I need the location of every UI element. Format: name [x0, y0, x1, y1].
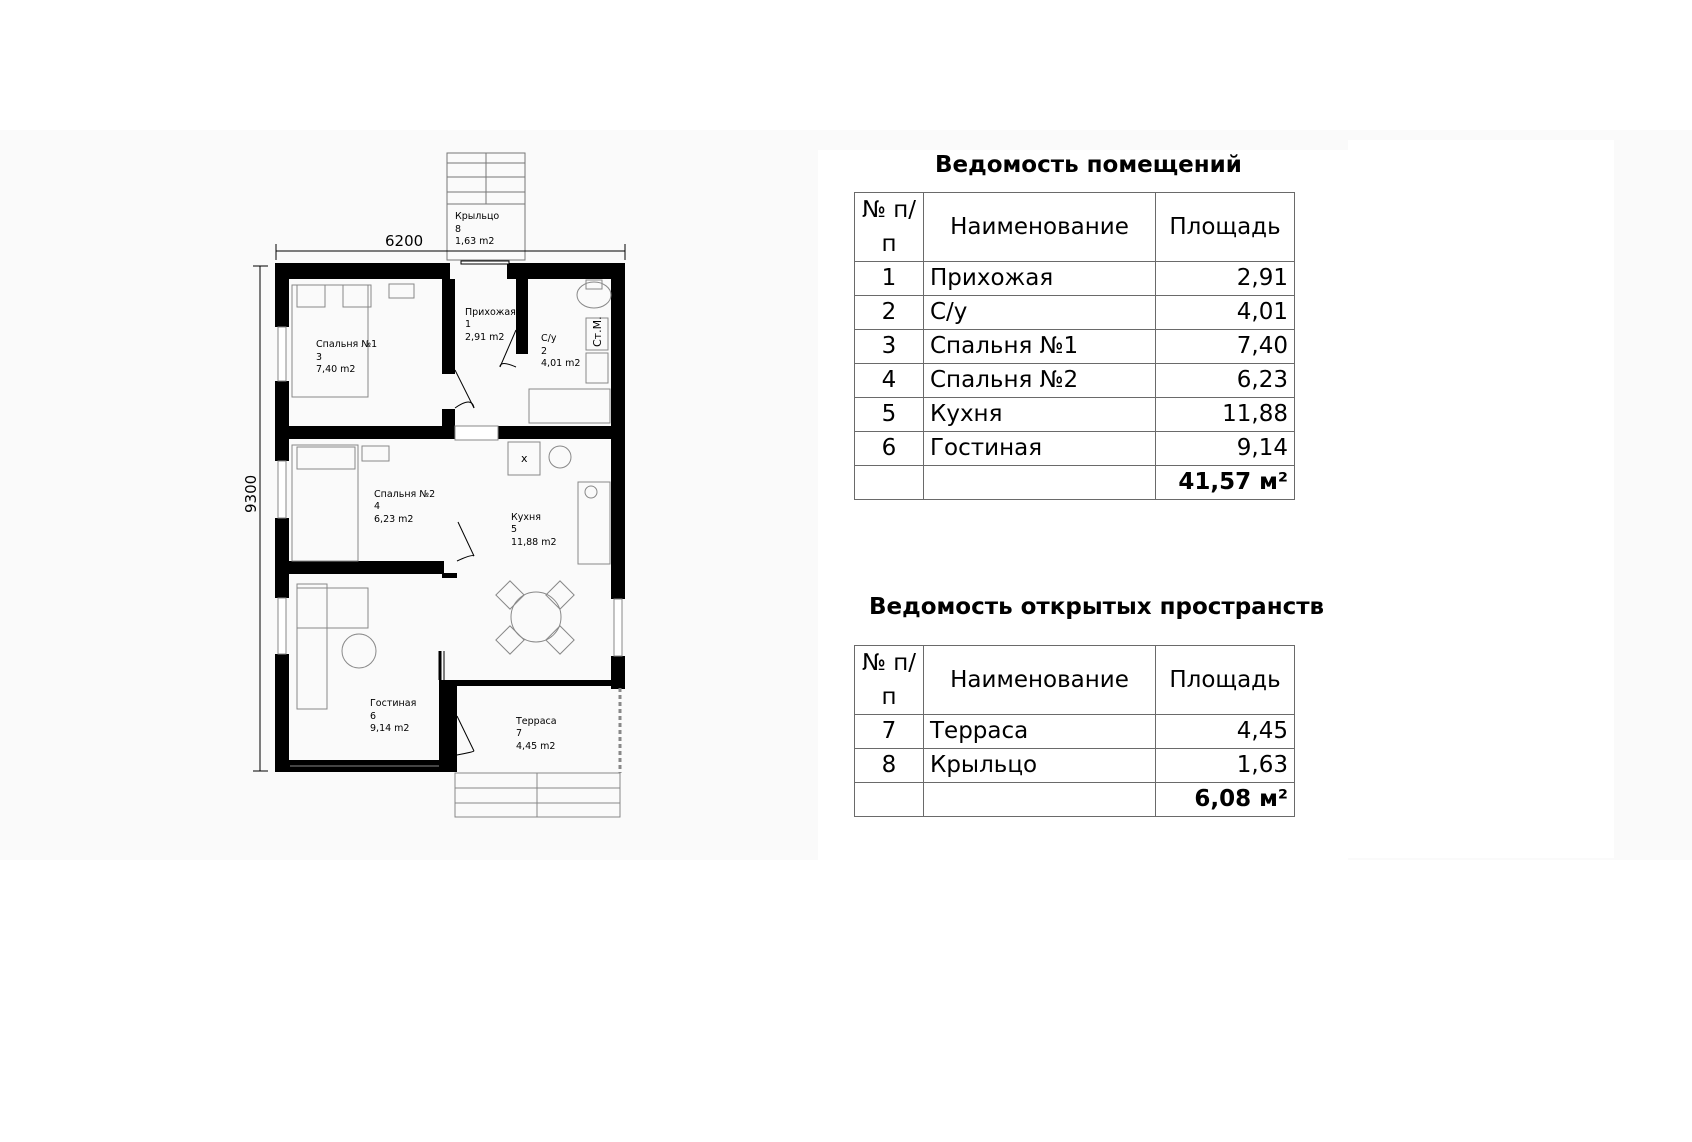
- row-area: 9,14: [1156, 432, 1295, 466]
- open-spaces-schedule-table: [854, 645, 1295, 817]
- svg-text:9,14 m2: 9,14 m2: [370, 723, 410, 734]
- stove-mark: x: [521, 452, 528, 465]
- row-area: 7,40: [1156, 330, 1295, 364]
- svg-text:7,40 m2: 7,40 m2: [316, 364, 356, 375]
- room-label-terrace: [515, 716, 557, 752]
- row-name: Прихожая: [924, 262, 1156, 296]
- row-area: 2,91: [1156, 262, 1295, 296]
- room-label-hall: [465, 307, 516, 343]
- svg-text:6: 6: [370, 711, 377, 722]
- svg-text:Кухня: Кухня: [511, 512, 541, 523]
- row-area: 4,01: [1156, 296, 1295, 330]
- svg-text:2,91 m2: 2,91 m2: [465, 332, 505, 343]
- table-row: [855, 715, 1295, 749]
- row-area: 11,88: [1156, 398, 1295, 432]
- row-number: 3: [855, 330, 924, 364]
- row-number: 7: [855, 715, 924, 749]
- row-number: 2: [855, 296, 924, 330]
- room-label-bedroom-2: [374, 489, 435, 525]
- svg-text:Крыльцо: Крыльцо: [455, 211, 500, 222]
- room-label-bathroom: [541, 333, 580, 369]
- svg-text:8: 8: [455, 224, 462, 235]
- table-row: [855, 398, 1295, 432]
- open-spaces-total: 6,08 м²: [1156, 783, 1295, 817]
- header-area: Площадь: [1156, 193, 1295, 262]
- row-area: 1,63: [1156, 749, 1295, 783]
- row-name: Крыльцо: [924, 749, 1156, 783]
- room-label-kitchen: [511, 512, 557, 548]
- row-name: Кухня: [924, 398, 1156, 432]
- table-row: [855, 364, 1295, 398]
- table-header-row: [855, 646, 1295, 715]
- header-area: Площадь: [1156, 646, 1295, 715]
- svg-text:2: 2: [541, 346, 548, 357]
- svg-text:1: 1: [465, 319, 472, 330]
- svg-text:Гостиная: Гостиная: [370, 698, 417, 709]
- row-number: 8: [855, 749, 924, 783]
- svg-text:С/у: С/у: [541, 333, 557, 344]
- row-number: 4: [855, 364, 924, 398]
- svg-text:6,23 m2: 6,23 m2: [374, 514, 414, 525]
- dimension-height: 9300: [242, 474, 260, 513]
- table-row: [855, 262, 1295, 296]
- row-name: Терраса: [924, 715, 1156, 749]
- row-area: 4,45: [1156, 715, 1295, 749]
- rooms-schedule-title: Ведомость помещений: [935, 152, 1242, 178]
- svg-text:4,01 m2: 4,01 m2: [541, 358, 581, 369]
- table-row: [855, 432, 1295, 466]
- svg-text:4,45 m2: 4,45 m2: [516, 741, 556, 752]
- row-number: 6: [855, 432, 924, 466]
- open-spaces-schedule-title: Ведомость открытых пространств: [869, 594, 1325, 620]
- svg-text:1,63 m2: 1,63 m2: [455, 236, 495, 247]
- header-no: № п/п: [855, 193, 924, 262]
- total-row: [855, 466, 1295, 500]
- table-header-row: [855, 193, 1295, 262]
- header-name: Наименование: [924, 193, 1156, 262]
- svg-text:Спальня №1: Спальня №1: [316, 339, 378, 350]
- row-area: 6,23: [1156, 364, 1295, 398]
- row-number: 1: [855, 262, 924, 296]
- svg-text:7: 7: [516, 728, 523, 739]
- room-label-porch: [455, 211, 499, 247]
- room-label-living-room: [370, 698, 416, 734]
- header-no: № п/п: [855, 646, 924, 715]
- svg-text:3: 3: [316, 352, 323, 363]
- rooms-schedule-table: [854, 192, 1295, 500]
- svg-text:Терраса: Терраса: [516, 716, 557, 727]
- table-row: [855, 330, 1295, 364]
- row-name: Спальня №1: [924, 330, 1156, 364]
- svg-text:4: 4: [374, 501, 381, 512]
- total-row: [855, 783, 1295, 817]
- svg-text:Прихожая: Прихожая: [465, 307, 516, 318]
- svg-text:11,88 m2: 11,88 m2: [511, 537, 557, 548]
- header-name: Наименование: [924, 646, 1156, 715]
- svg-text:5: 5: [511, 524, 518, 535]
- row-name: Спальня №2: [924, 364, 1156, 398]
- table-row: [855, 296, 1295, 330]
- dimension-width: 6200: [385, 232, 424, 250]
- svg-text:Спальня №2: Спальня №2: [374, 489, 436, 500]
- row-name: Гостиная: [924, 432, 1156, 466]
- row-number: 5: [855, 398, 924, 432]
- table-row: [855, 749, 1295, 783]
- rooms-total: 41,57 м²: [1156, 466, 1295, 500]
- washing-machine-label: Ст.М.: [591, 316, 604, 347]
- row-name: С/у: [924, 296, 1156, 330]
